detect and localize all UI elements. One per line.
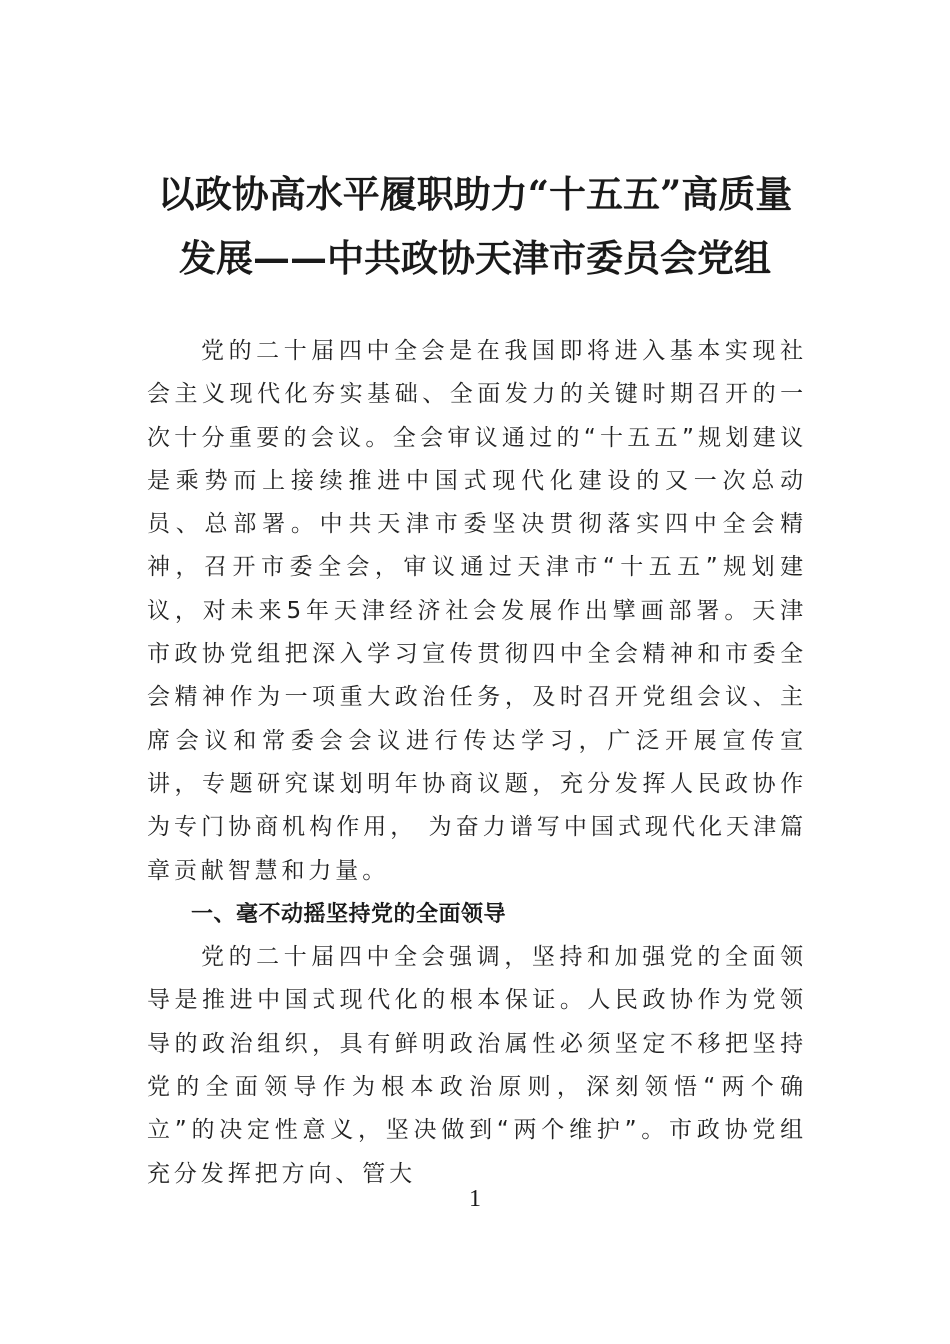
document-body xyxy=(147,330,807,1196)
page-number: 1 xyxy=(469,1186,481,1212)
paragraph-section-1: 党的二十届四中全会强调，坚持和加强党的全面领导是推进中国式现代化的根本保证。人民政协作为党领导的政治组织，具有鲜明政治属性必须坚定不移把坚持党的全面领导作为根本政治原则，深刻领悟“两个确立”的决定性意义，坚决做到“两个维护”。市政协党组充分发挥把方向、管大 xyxy=(147,944,807,1187)
document-title xyxy=(140,162,810,290)
paragraph-intro: 党的二十届四中全会是在我国即将进入基本实现社会主义现代化夯实基础、全面发力的关键时期召开的一次十分重要的会议。全会审议通过的“十五五”规划建议是乘势而上接续推进中国式现代化建设的又一次总动员、总部署。中共天津市委坚决贯彻落实四中全会精神，召开市委全会，审议通过天津市“十五五”规划建议，对未来5年天津经济社会发展作出擘画部署。天津市政协党组把深入学习宣传贯彻四中全会精神和市委全会精神作为一项重大政治任务，及时召开党组会议、主席会议和常委会会议进行传达学习，广泛开展宣传宣讲，专题研究谋划明年协商议题，充分发挥人民政协作为专门协商机构作用， 为奋力谱写中国式现代化天津篇章贡献智慧和力量。 xyxy=(147,338,807,884)
title-line-2: 发展——中共政协天津市委员会党组 xyxy=(179,236,771,280)
title-line-1: 以政协高水平履职助力“十五五”高质量 xyxy=(157,172,793,216)
section-heading-1: 一、毫不动摇坚持党的全面领导 xyxy=(191,901,507,927)
